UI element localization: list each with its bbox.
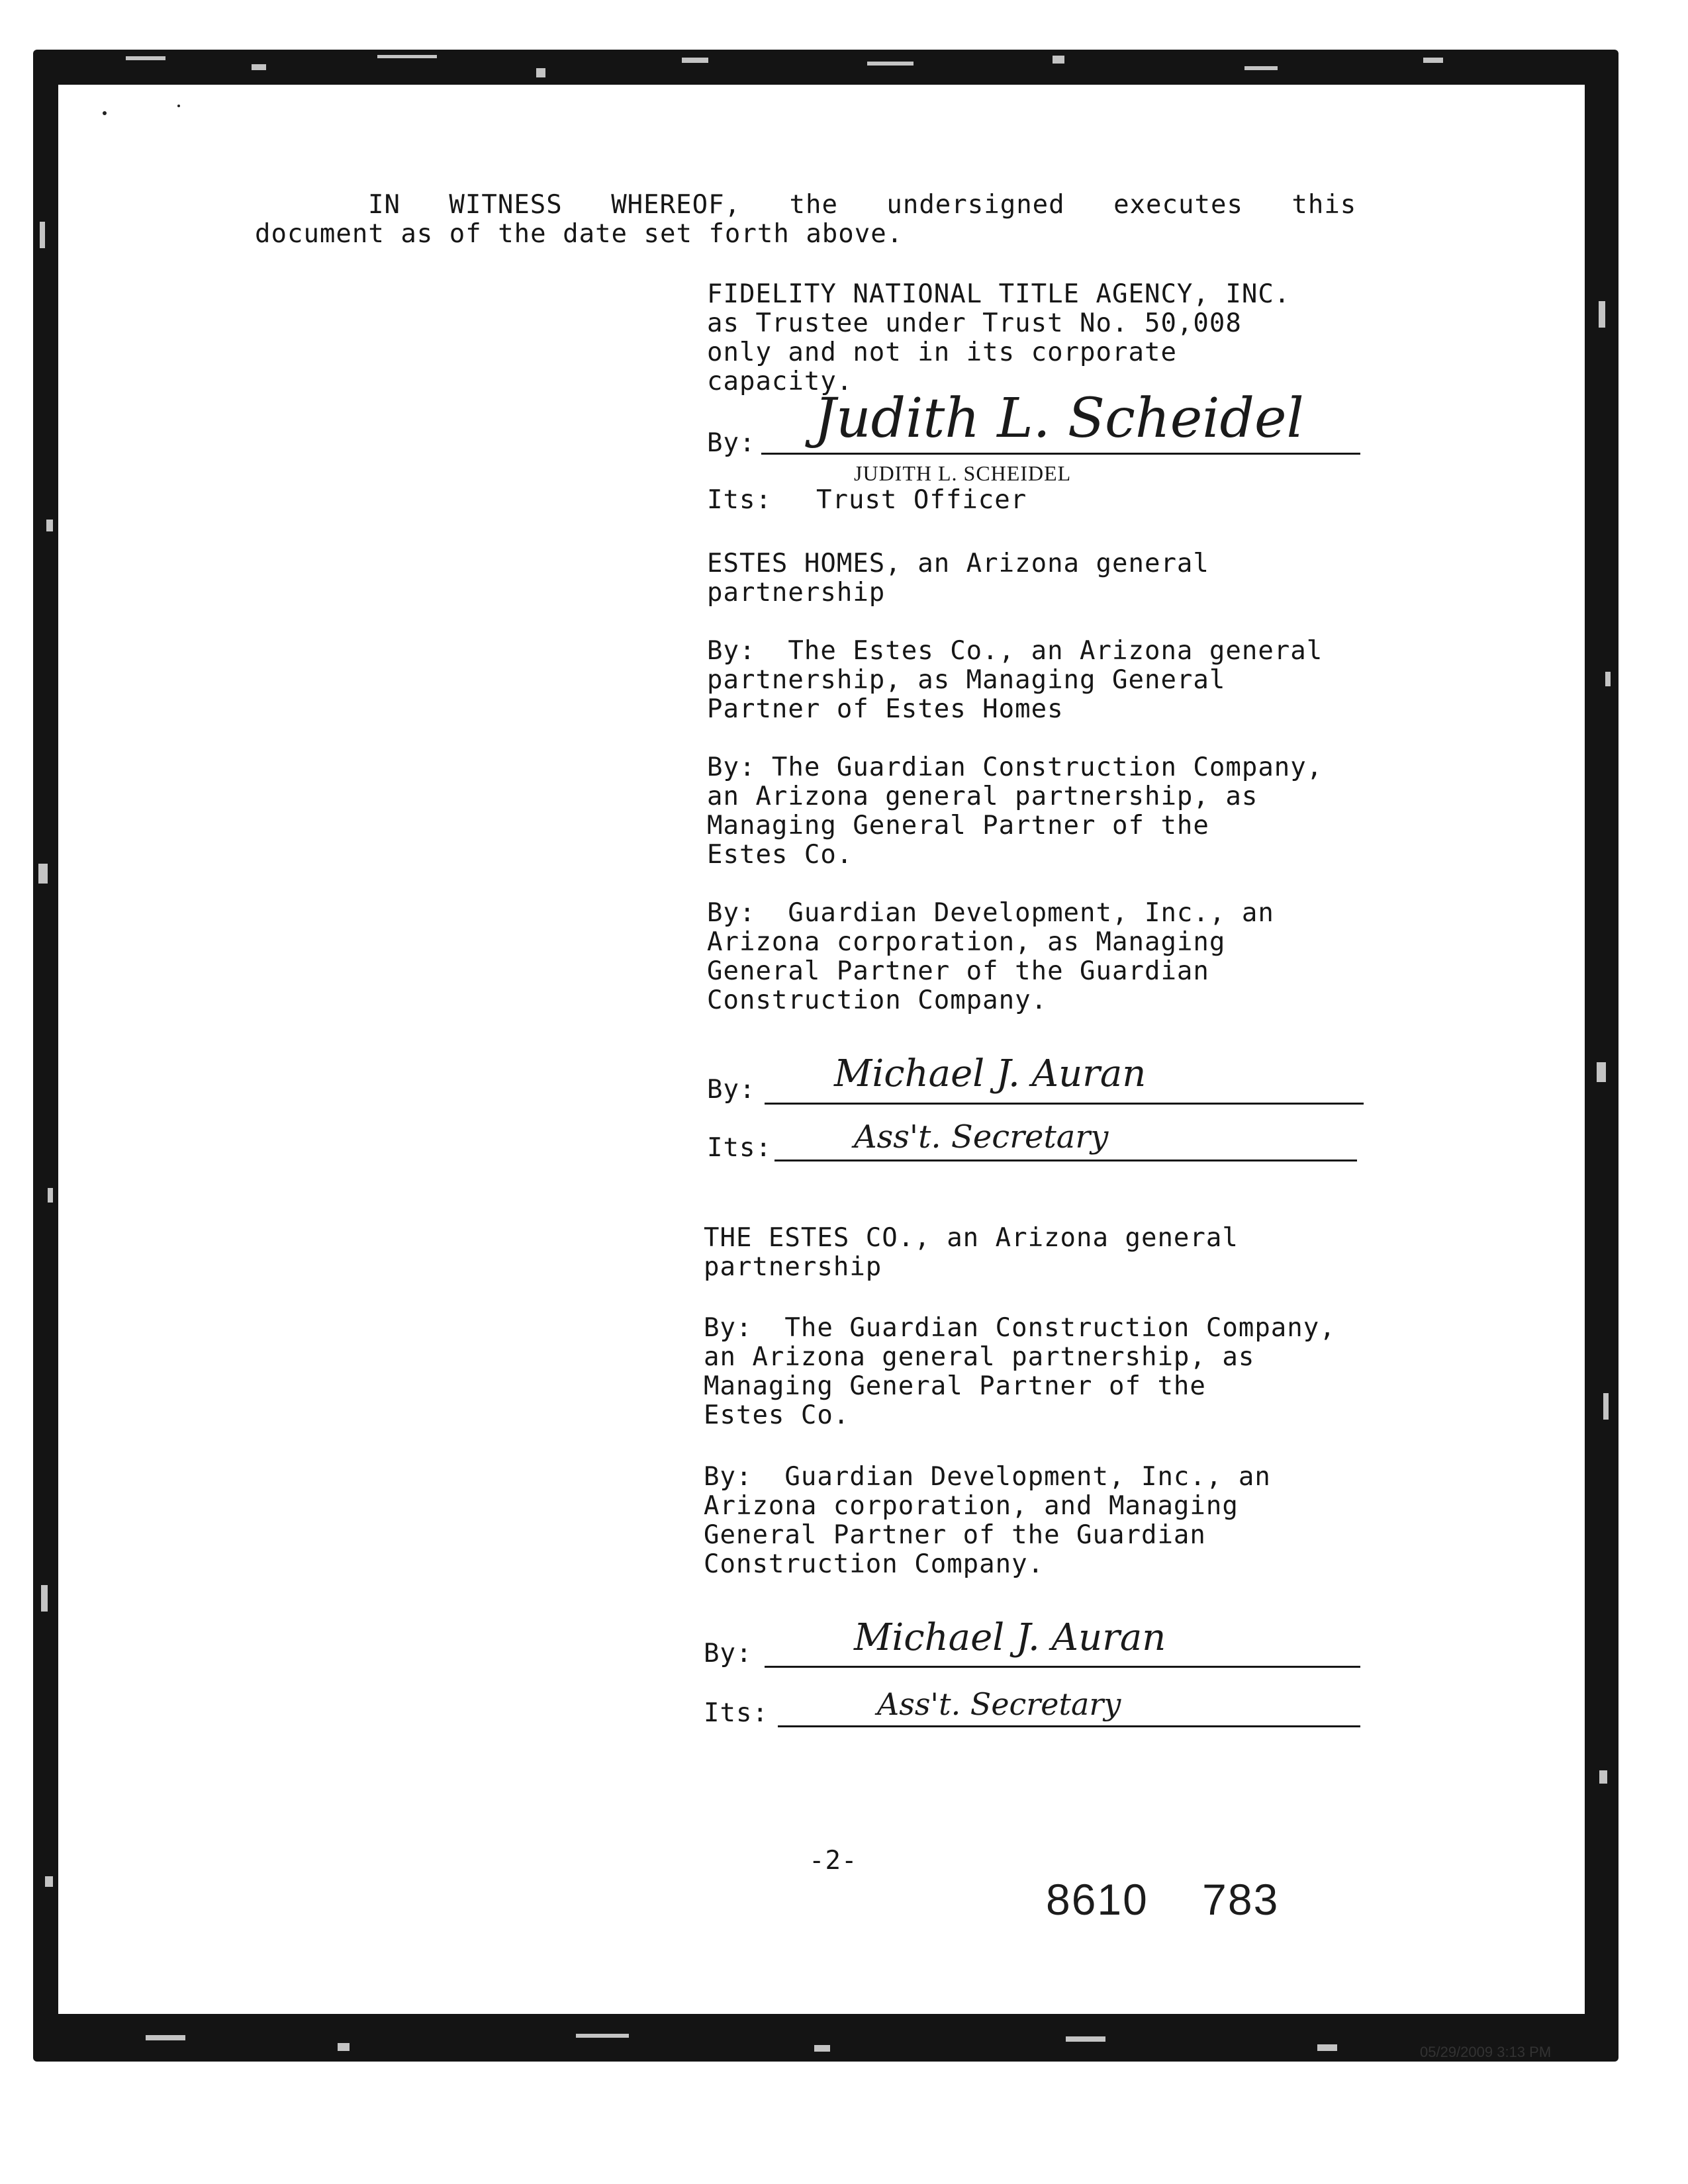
signature-line xyxy=(765,1666,1360,1668)
estes-homes-its-label: Its: xyxy=(707,1133,772,1163)
estes-co-by1-line: By: The Guardian Construction Company, xyxy=(704,1313,1336,1343)
estes-homes-by3-line: Construction Company. xyxy=(707,985,1048,1015)
estes-co-by2-line: General Partner of the Guardian xyxy=(704,1520,1206,1550)
estes-co-name-2: partnership xyxy=(704,1252,882,1282)
estes-co-by2-line: By: Guardian Development, Inc., an xyxy=(704,1462,1271,1492)
signature-michael-auran: Michael J. Auran xyxy=(854,1616,1166,1659)
estes-homes-by2-line: Estes Co. xyxy=(707,840,853,870)
signature-asst-secretary: Ass't. Secretary xyxy=(854,1118,1109,1156)
estes-homes-by2-line: Managing General Partner of the xyxy=(707,811,1209,841)
estes-homes-by2-line: By: The Guardian Construction Company, xyxy=(707,752,1323,782)
fidelity-line-2: as Trustee under Trust No. 50,008 xyxy=(707,308,1242,338)
estes-co-by1-line: Estes Co. xyxy=(704,1400,850,1430)
estes-homes-by3-line: Arizona corporation, as Managing xyxy=(707,927,1226,957)
estes-homes-by3-line: General Partner of the Guardian xyxy=(707,956,1209,986)
estes-co-by1-line: Managing General Partner of the xyxy=(704,1371,1206,1401)
signature-line xyxy=(765,1103,1364,1105)
signature-line xyxy=(774,1160,1357,1161)
signature-michael-auran: Michael J. Auran xyxy=(834,1052,1147,1095)
speck xyxy=(103,111,107,115)
estes-homes-by1-line: Partner of Estes Homes xyxy=(707,694,1064,724)
estes-co-by-label: By: xyxy=(704,1639,753,1668)
fidelity-line-4: capacity. xyxy=(707,367,853,396)
fidelity-line-3: only and not in its corporate xyxy=(707,338,1177,367)
witness-line-2: document as of the date set forth above. xyxy=(255,219,904,249)
estes-homes-by1-line: By: The Estes Co., an Arizona general xyxy=(707,636,1323,666)
fidelity-by-label: By: xyxy=(707,428,756,458)
signature-asst-secretary: Ass't. Secretary xyxy=(877,1686,1121,1722)
estes-homes-by-label: By: xyxy=(707,1075,756,1105)
estes-homes-name-2: partnership xyxy=(707,578,886,608)
fidelity-name: FIDELITY NATIONAL TITLE AGENCY, INC. xyxy=(707,279,1291,309)
estes-homes-by3-line: By: Guardian Development, Inc., an xyxy=(707,898,1274,928)
witness-line-1: IN WITNESS WHEREOF, the undersigned executes this xyxy=(368,190,1357,220)
fidelity-its-label: Its: xyxy=(707,485,772,515)
estes-co-by2-line: Arizona corporation, and Managing xyxy=(704,1491,1239,1521)
estes-homes-by2-line: an Arizona general partnership, as xyxy=(707,782,1258,811)
page-number: -2- xyxy=(809,1846,858,1876)
scan-timestamp: 05/29/2009 3:13 PM xyxy=(1420,2044,1552,2060)
fidelity-printed-name: JUDITH L. SCHEIDEL xyxy=(854,461,1072,485)
signature-judith-scheidel: Judith L. Scheidel xyxy=(814,387,1304,450)
estes-homes-by1-line: partnership, as Managing General xyxy=(707,665,1226,695)
estes-co-name-1: THE ESTES CO., an Arizona general xyxy=(704,1223,1239,1253)
estes-co-its-label: Its: xyxy=(704,1698,769,1728)
signature-line xyxy=(761,453,1360,455)
estes-homes-name-1: ESTES HOMES, an Arizona general xyxy=(707,549,1209,578)
fidelity-title: Trust Officer xyxy=(816,485,1027,515)
speck xyxy=(177,105,180,107)
signature-line xyxy=(778,1725,1360,1727)
estes-co-by1-line: an Arizona general partnership, as xyxy=(704,1342,1255,1372)
estes-co-by2-line: Construction Company. xyxy=(704,1549,1045,1579)
recording-number: 8610 783 xyxy=(1046,1875,1280,1924)
